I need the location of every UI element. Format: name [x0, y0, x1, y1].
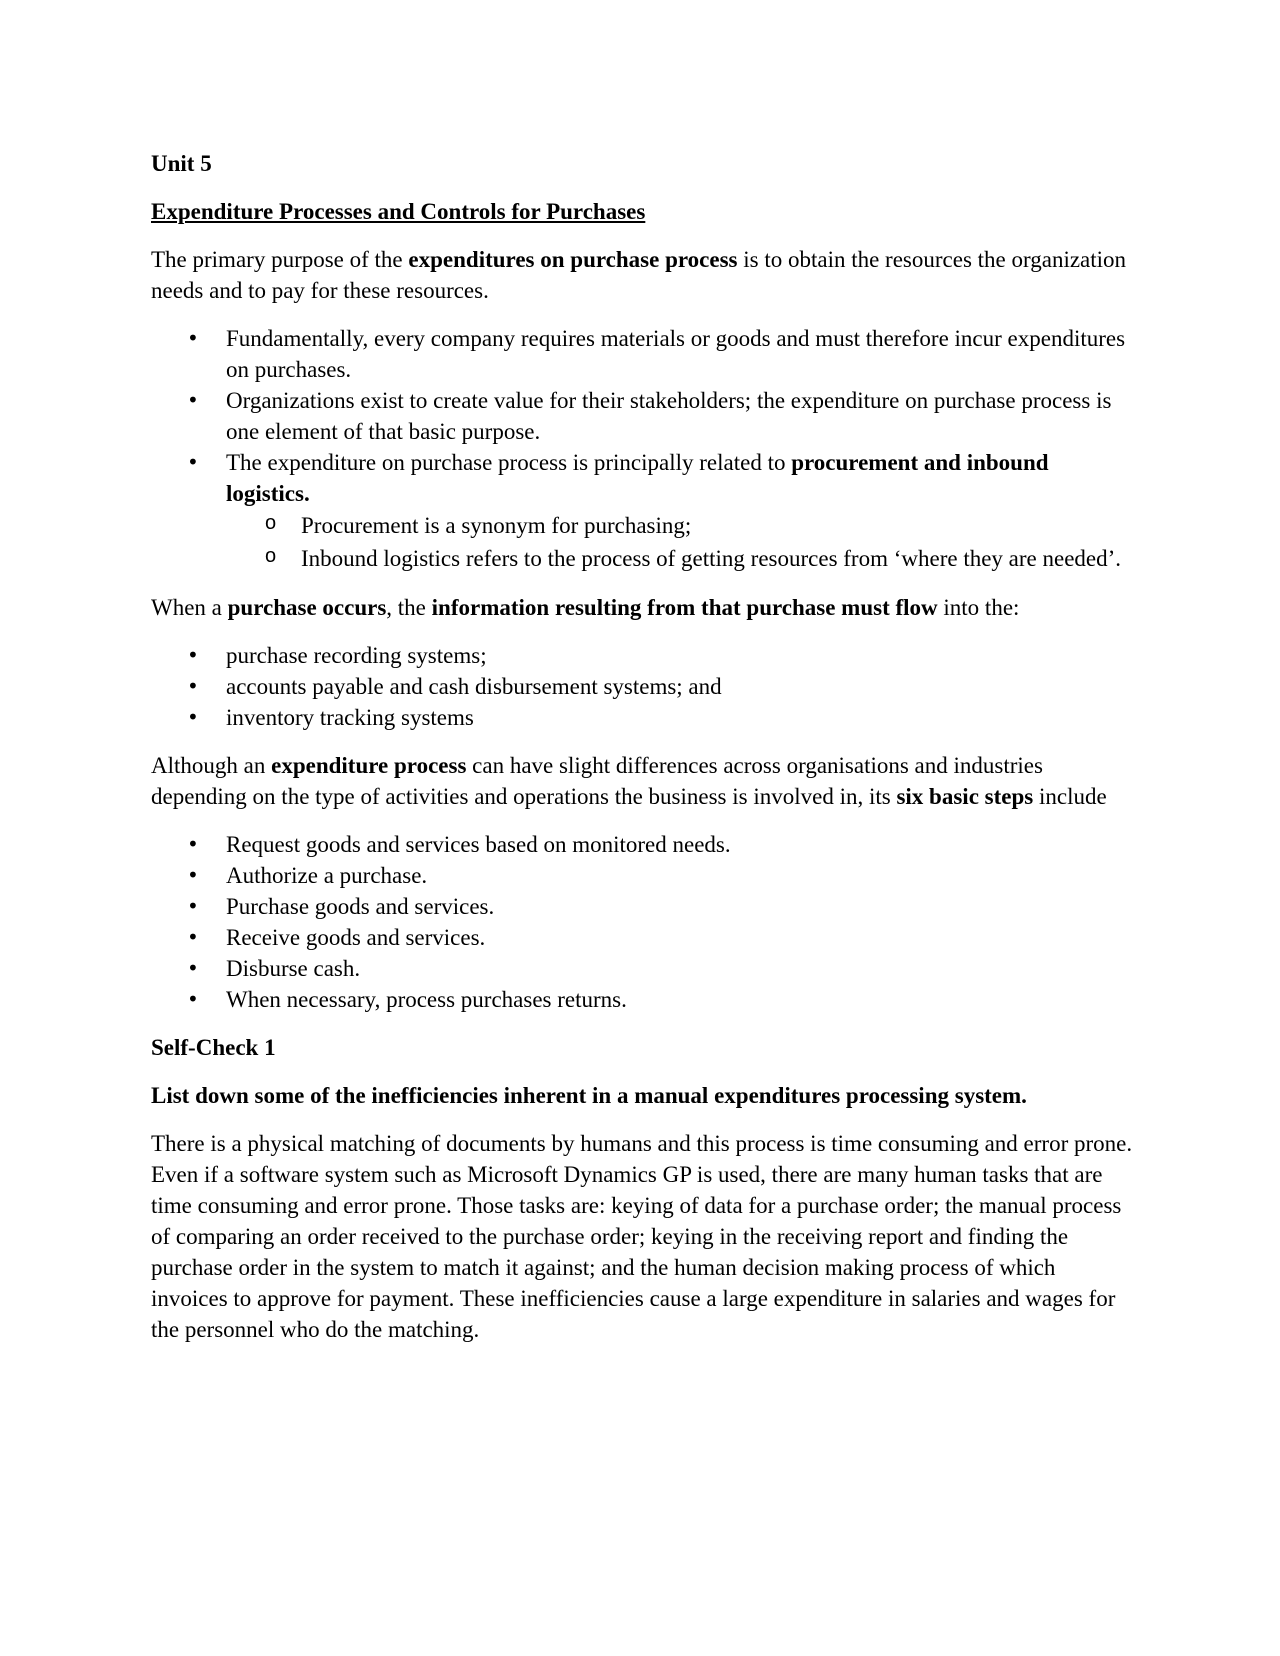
- list-item-text: The expenditure on purchase process is principally related to: [226, 450, 792, 475]
- list-item: • Request goods and services based on monitored needs.: [151, 829, 1136, 860]
- list-item: • Fundamentally, every company requires materials or goods and must therefore incur expenditures on purchases.: [151, 323, 1136, 385]
- intro-paragraph: [151, 244, 1136, 306]
- steps-intro-text: can have slight differences across organisations and industries depending on the type of activities and operations the business is involved in, its: [151, 753, 1043, 809]
- steps-bullet-list: [151, 829, 1136, 1015]
- list-item: • Purchase goods and services.: [151, 891, 1136, 922]
- steps-intro-bold: six basic steps: [896, 784, 1034, 809]
- steps-intro-text: Although an: [151, 753, 272, 778]
- sub-bullet-list: [226, 509, 1136, 575]
- unit-title: Unit 5: [151, 151, 212, 176]
- list-item: • Disburse cash.: [151, 953, 1136, 984]
- steps-intro-paragraph: [151, 750, 1136, 812]
- steps-intro-text: include: [1033, 784, 1107, 809]
- intro-text-before: The primary purpose of the: [151, 247, 409, 272]
- purpose-bullet-list: [151, 323, 1136, 575]
- section-title: Expenditure Processes and Controls for Purchases: [151, 199, 646, 224]
- list-item: • accounts payable and cash disbursement systems; and: [151, 671, 1136, 702]
- list-item: • Organizations exist to create value for their stakeholders; the expenditure on purchase process is one element of that basic purpose.: [151, 385, 1136, 447]
- list-item: • inventory tracking systems: [151, 702, 1136, 733]
- flow-text: When a: [151, 595, 228, 620]
- list-item: • purchase recording systems;: [151, 640, 1136, 671]
- flow-text: into the:: [937, 595, 1020, 620]
- answer-paragraph: There is a physical matching of documents by humans and this process is time consuming and error prone. Even if a software system such as Microsoft Dynamics GP is used, there are many human tasks that are time consuming and error prone. Those tasks are: keying of data for a purchase order; the manual process of comparing an order received to the purchase order; keying in the receiving report and finding the purchase order in the system to match it against; and the human decision making process of which invoices to approve for payment. These inefficiencies cause a large expenditure in salaries and wages for the personnel who do the matching.: [151, 1131, 1133, 1342]
- flow-bold: information resulting from that purchase must flow: [431, 595, 938, 620]
- list-item: • Receive goods and services.: [151, 922, 1136, 953]
- sub-list-item: o Inbound logistics refers to the process of getting resources from ‘where they are needed’.: [226, 542, 1136, 575]
- steps-intro-bold: expenditure process: [271, 753, 467, 778]
- self-check-title: Self-Check 1: [151, 1035, 276, 1060]
- flow-bold: purchase occurs: [227, 595, 387, 620]
- list-item: [151, 447, 1136, 575]
- list-item: • When necessary, process purchases returns.: [151, 984, 1136, 1015]
- document-page: [151, 148, 1136, 1362]
- flow-paragraph: [151, 592, 1136, 623]
- self-check-question: List down some of the inefficiencies inherent in a manual expenditures processing system.: [151, 1083, 1027, 1108]
- intro-bold: expenditures on purchase process: [408, 247, 738, 272]
- list-item-bold: procurement and inbound logistics.: [226, 450, 1049, 506]
- sub-list-item: o Procurement is a synonym for purchasing;: [226, 509, 1136, 542]
- flow-text: , the: [386, 595, 432, 620]
- intro-text-after: is to obtain the resources the organization needs and to pay for these resources.: [151, 247, 1127, 303]
- list-item: • Authorize a purchase.: [151, 860, 1136, 891]
- systems-bullet-list: [151, 640, 1136, 733]
